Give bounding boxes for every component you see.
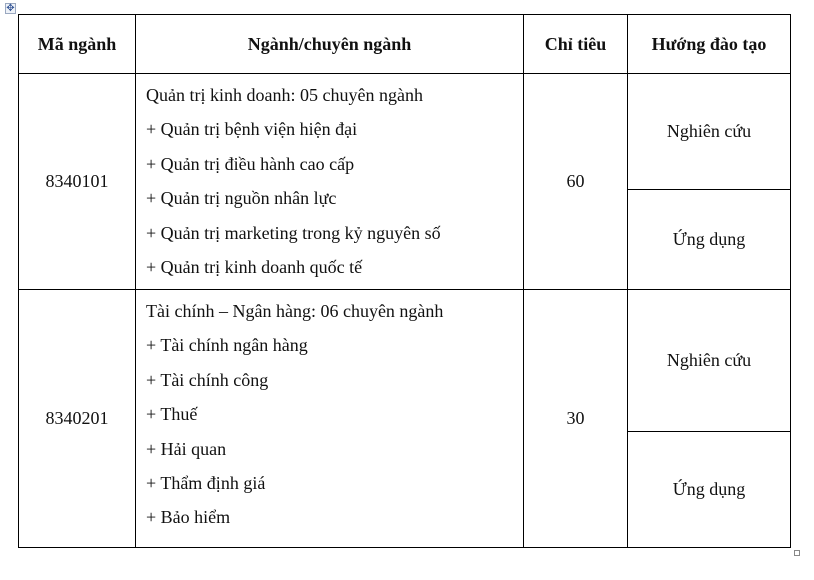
- direction-research: Nghiên cứu: [628, 74, 791, 190]
- header-program: Ngành/chuyên ngành: [136, 15, 524, 74]
- direction-applied: Ứng dụng: [628, 190, 791, 290]
- specialization-item: + Quản trị kinh doanh quốc tế: [146, 256, 363, 277]
- table-resize-handle-icon[interactable]: [794, 550, 800, 556]
- specialization-item: + Quản trị nguồn nhân lực: [146, 188, 337, 209]
- direction-research: Nghiên cứu: [628, 290, 791, 432]
- header-row: [19, 15, 791, 74]
- direction-applied: Ứng dụng: [628, 432, 791, 548]
- specialization-item: + Hải quan: [146, 438, 227, 459]
- specialization-item: + Quản trị điều hành cao cấp: [146, 153, 355, 174]
- program-majors: [136, 290, 524, 548]
- program-title: Quản trị kinh doanh: 05 chuyên ngành: [146, 85, 423, 105]
- specialization-item: + Tài chính ngân hàng: [146, 335, 308, 356]
- header-direction: Hướng đào tạo: [628, 15, 791, 74]
- program-quota: 30: [524, 290, 628, 548]
- specialization-item: + Tài chính công: [146, 369, 269, 390]
- table-row: [19, 74, 791, 190]
- specialization-item: + Bảo hiểm: [146, 507, 231, 528]
- specialization-item: + Thuế: [146, 404, 198, 425]
- header-code: Mã ngành: [19, 15, 136, 74]
- program-quota: 60: [524, 74, 628, 290]
- program-code: 8340101: [19, 74, 136, 290]
- specialization-item: + Thẩm định giá: [146, 472, 266, 493]
- program-title: Tài chính – Ngân hàng: 06 chuyên ngành: [146, 301, 444, 321]
- table-move-handle-icon[interactable]: ✥: [6, 3, 15, 14]
- program-majors: [136, 74, 524, 290]
- specialization-item: + Quản trị marketing trong kỷ nguyên số: [146, 222, 441, 243]
- admissions-table: [18, 14, 791, 548]
- specialization-item: + Quản trị bệnh viện hiện đại: [146, 119, 358, 140]
- program-code: 8340201: [19, 290, 136, 548]
- table-row: [19, 290, 791, 432]
- header-quota: Chỉ tiêu: [524, 15, 628, 74]
